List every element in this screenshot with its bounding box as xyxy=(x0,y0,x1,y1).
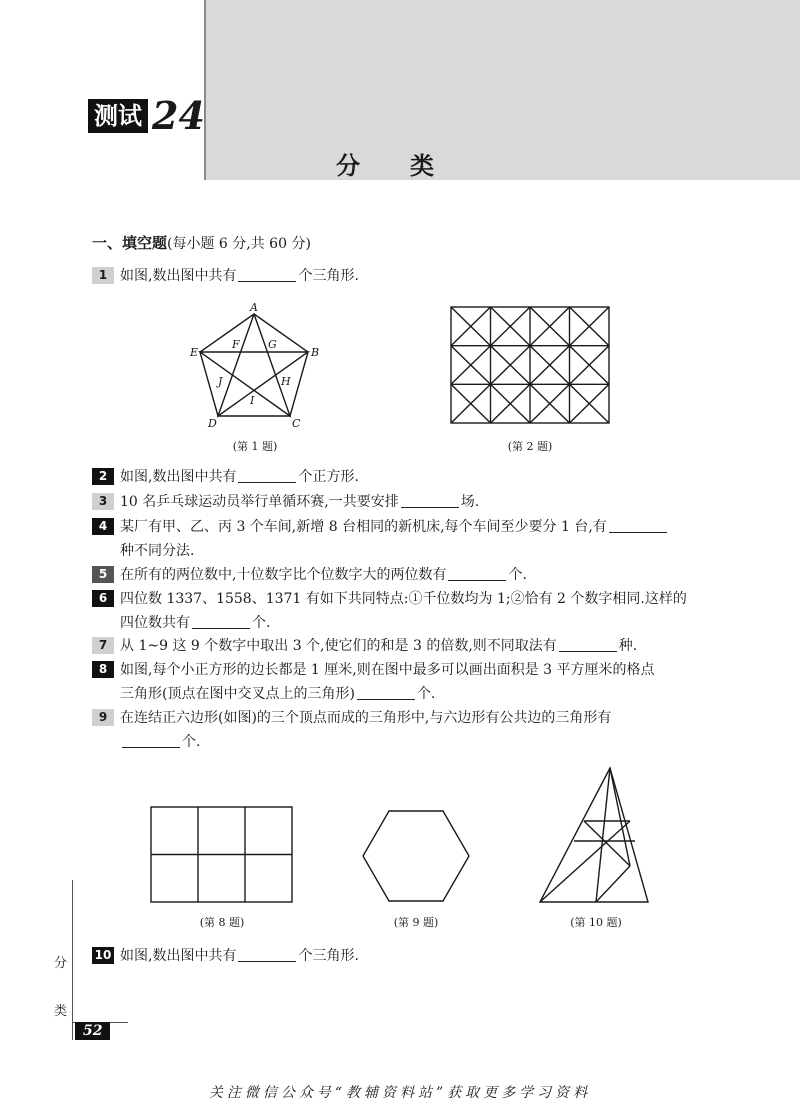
question-line-2 xyxy=(92,682,712,706)
sidebar-char-bottom: 类 xyxy=(54,1004,68,1019)
figure-2-grid xyxy=(450,306,610,424)
question-text: 如图,数出图中共有 xyxy=(120,469,237,485)
question-text: 如图,数出图中共有 xyxy=(120,948,237,964)
section-note: (每小题 6 分,共 60 分) xyxy=(167,236,311,252)
question-text-end: 种不同分法. xyxy=(120,543,195,559)
question-number: 2 xyxy=(92,468,114,485)
chapter-title: 分类 xyxy=(336,152,484,180)
label-A: A xyxy=(250,301,258,314)
footer-note: 关注微信公众号“教辅资料站”获取更多学习资料 xyxy=(208,1085,592,1101)
label-B: B xyxy=(311,346,320,359)
question-text: 10 名乒乓球运动员举行单循环赛,一共要安排 xyxy=(120,494,399,510)
answer-blank[interactable] xyxy=(357,685,415,700)
answer-blank[interactable] xyxy=(238,468,296,483)
question-text-end: 个三角形. xyxy=(298,268,359,284)
question-1 xyxy=(92,264,712,288)
question-text-end: 个. xyxy=(416,686,436,702)
question-4 xyxy=(92,515,712,563)
figure-10-triangle xyxy=(538,766,650,904)
question-text-end: 场. xyxy=(460,494,480,510)
question-text-end: 个. xyxy=(508,567,527,583)
question-7 xyxy=(92,634,712,658)
question-text: 四位数 1337、1558、1371 有如下共同特点:①千位数均为 1;②恰有 2 个数字相同.这样的 xyxy=(120,591,687,607)
answer-blank[interactable] xyxy=(609,518,667,533)
page-number: 52 xyxy=(75,1022,110,1040)
question-text: 某厂有甲、乙、丙 3 个车间,新增 8 台相同的新机床,每个车间至少要分 1 台,有 xyxy=(120,519,607,535)
section-heading xyxy=(92,232,311,253)
question-text: 从 1~9 这 9 个数字中取出 3 个,使它们的和是 3 的倍数,则不同取法有 xyxy=(120,638,557,654)
figure-1-caption: (第 1 题) xyxy=(232,440,278,453)
question-text: 在所有的两位数中,十位数字比个位数字大的两位数有 xyxy=(120,567,447,583)
question-number: 8 xyxy=(92,661,114,678)
question-text-end: 个. xyxy=(182,734,201,750)
question-number: 10 xyxy=(92,947,114,964)
label-H: H xyxy=(281,375,291,388)
question-number: 4 xyxy=(92,518,114,535)
figure-10-caption: (第 10 题) xyxy=(570,916,622,929)
question-text-cont: 四位数共有 xyxy=(120,615,190,631)
question-text-cont: 三角形(顶点在图中交叉点上的三角形) xyxy=(120,686,355,702)
question-line-2 xyxy=(92,611,712,635)
sidebar-line xyxy=(72,880,73,1040)
question-text-end: 个. xyxy=(252,615,271,631)
question-number: 1 xyxy=(92,267,114,284)
test-number: 24 xyxy=(152,93,205,138)
label-E: E xyxy=(190,346,199,359)
question-2 xyxy=(92,465,712,489)
label-D: D xyxy=(208,417,217,430)
question-6 xyxy=(92,587,712,635)
sidebar-char-top: 分 xyxy=(54,956,68,971)
figure-2-caption: (第 2 题) xyxy=(507,440,553,453)
question-text: 在连结正六边形(如图)的三个顶点而成的三角形中,与六边形有公共边的三角形有 xyxy=(120,710,612,726)
test-prefix: 测试 xyxy=(88,99,148,133)
figure-9-hexagon xyxy=(362,810,470,902)
section-title: 一、填空题 xyxy=(92,234,168,252)
question-number: 5 xyxy=(92,566,114,583)
test-label xyxy=(88,93,205,138)
label-G: G xyxy=(268,338,277,351)
label-C: C xyxy=(292,417,301,430)
question-10 xyxy=(92,944,712,968)
figure-1-pentagon xyxy=(190,300,330,435)
answer-blank[interactable] xyxy=(192,614,250,629)
answer-blank[interactable] xyxy=(122,733,180,748)
answer-blank[interactable] xyxy=(448,566,506,581)
question-3 xyxy=(92,490,712,514)
question-number: 6 xyxy=(92,590,114,607)
question-8 xyxy=(92,658,712,706)
question-text-end: 个正方形. xyxy=(298,469,359,485)
answer-blank[interactable] xyxy=(559,637,617,652)
question-text-end: 种. xyxy=(618,638,638,654)
question-5 xyxy=(92,563,712,587)
question-text-end: 个三角形. xyxy=(298,948,359,964)
figure-8-grid xyxy=(150,806,294,904)
label-I: I xyxy=(250,394,255,407)
question-9 xyxy=(92,706,712,754)
figure-8-caption: (第 8 题) xyxy=(199,916,245,929)
question-text: 如图,每个小正方形的边长都是 1 厘米,则在图中最多可以画出面积是 3 平方厘米的格点 xyxy=(120,662,655,678)
label-F: F xyxy=(232,338,240,351)
figure-9-caption: (第 9 题) xyxy=(393,916,439,929)
answer-blank[interactable] xyxy=(238,947,296,962)
question-number: 3 xyxy=(92,493,114,510)
question-line-2 xyxy=(92,730,712,754)
question-number: 9 xyxy=(92,709,114,726)
label-J: J xyxy=(218,375,223,388)
question-text: 如图,数出图中共有 xyxy=(120,268,237,284)
answer-blank[interactable] xyxy=(401,493,459,508)
answer-blank[interactable] xyxy=(238,267,296,282)
question-number: 7 xyxy=(92,637,114,654)
